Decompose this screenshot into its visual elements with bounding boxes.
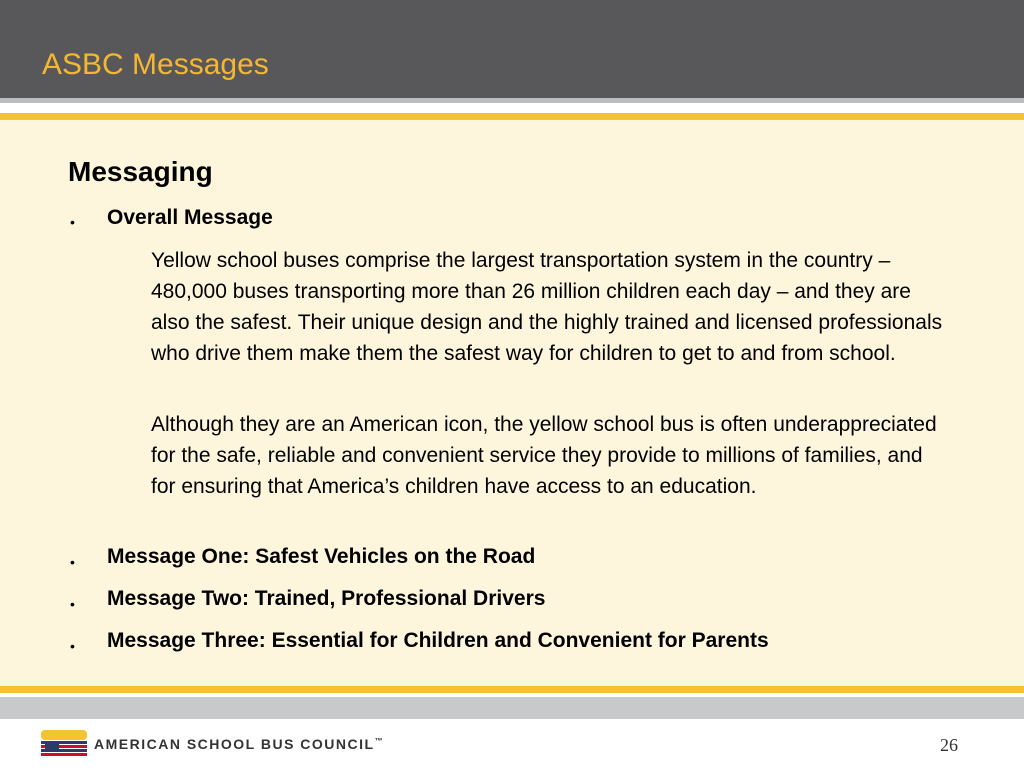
bullet-icon: •: [70, 554, 75, 570]
bullet-icon: •: [70, 638, 75, 654]
logo-text: AMERICAN SCHOOL BUS COUNCIL™: [94, 736, 385, 752]
message-two: Message Two: Trained, Professional Drivers: [107, 587, 546, 610]
asbc-logo: [40, 728, 385, 760]
overall-paragraph-2: Although they are an American icon, the yellow school bus is often underappreciated for the safe, reliable and convenient service they provide to millions of families, and for ensuring that America’s children have access to an education.: [151, 413, 937, 498]
overall-paragraph-1: Yellow school buses comprise the largest transportation system in the country – 480,000 buses transporting more than 26 million children each day – and they are also the safest. Their unique design and the highly trained and licensed professionals who drive them make them the safest way for children to get to and from school.: [151, 249, 943, 365]
top-accent-bar: [0, 113, 1024, 120]
school-bus-icon: [40, 728, 90, 760]
section-heading: Messaging: [68, 156, 213, 187]
overall-message-label: Overall Message: [107, 206, 273, 229]
bullet-icon: •: [70, 596, 75, 612]
page-number: 26: [940, 735, 958, 755]
bullet-icon: •: [70, 214, 75, 230]
header-bar: [0, 0, 1024, 98]
message-three: Message Three: Essential for Children and Convenient for Parents: [107, 629, 769, 652]
footer-divider: [0, 697, 1024, 719]
header-spacer: [0, 103, 1024, 113]
page-title: ASBC Messages: [42, 48, 269, 81]
message-one: Message One: Safest Vehicles on the Road: [107, 545, 536, 568]
bottom-accent-bar: [0, 686, 1024, 693]
